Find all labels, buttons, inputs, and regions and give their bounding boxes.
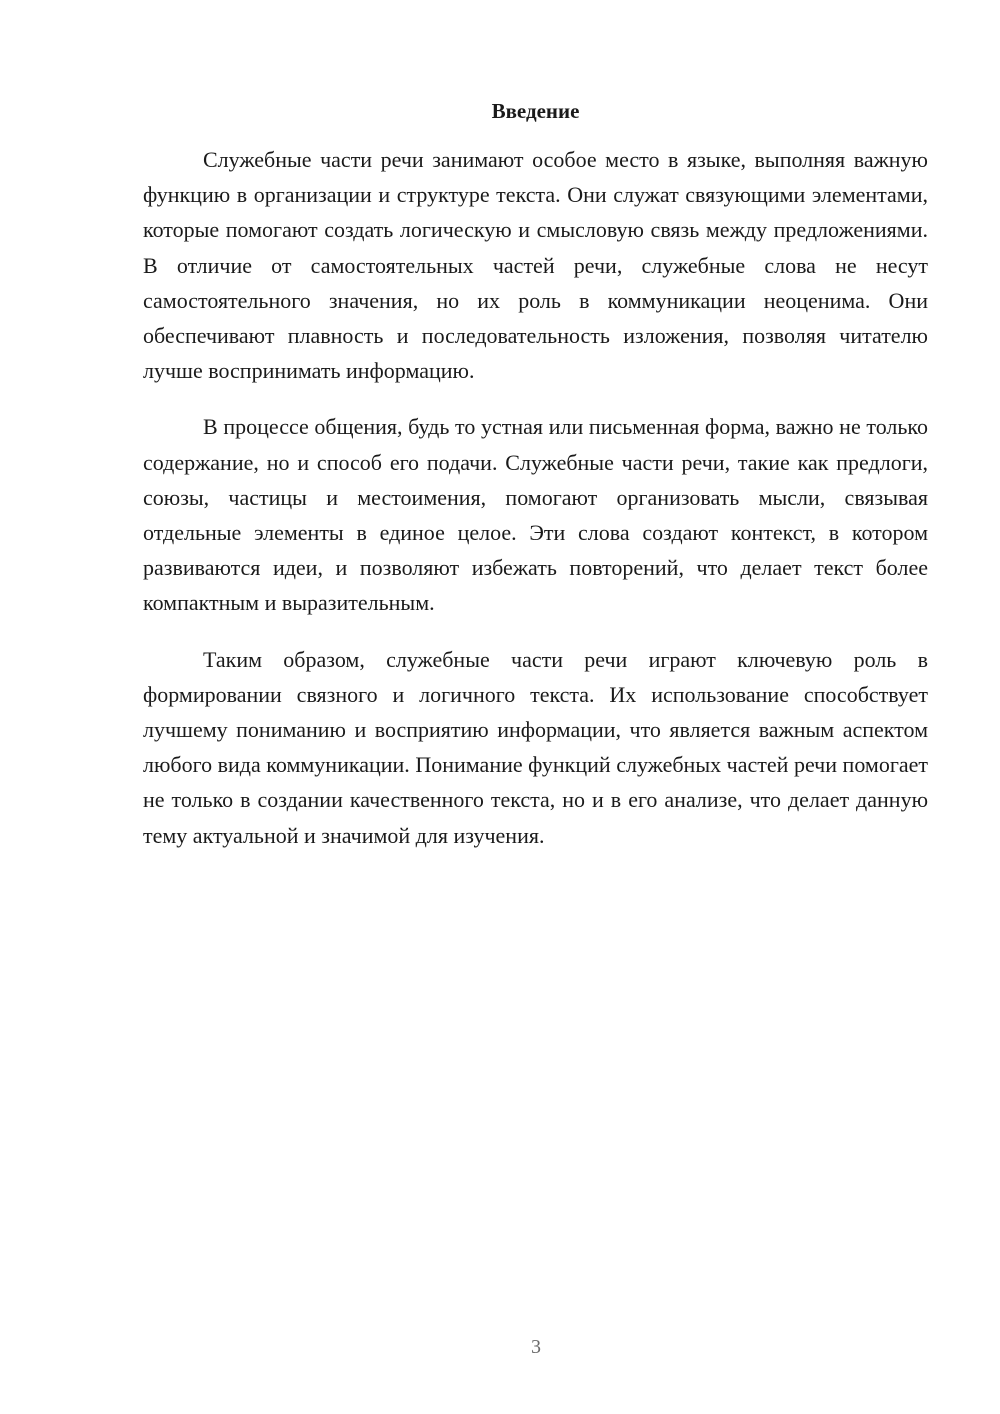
- paragraph-2: В процессе общения, будь то устная или письменная форма, важно не только содержание, но и способ его подачи. Служебные части речи, такие как предлоги, союзы, частицы и местоимения, помогают организовать мысли, связывая отдельные элементы в единое целое. Эти слова создают контекст, в котором развиваются идеи, и позволяют избежать повторений, что делает текст более компактным и выразительным.: [143, 414, 928, 616]
- page-number: 3: [531, 1336, 541, 1358]
- document-body: [143, 142, 928, 874]
- page-title: Введение: [491, 99, 580, 123]
- paragraph-3: Таким образом, служебные части речи играют ключевую роль в формировании связного и логичного текста. Их использование способствует лучшему пониманию и восприятию информации, что является важным аспектом любого вида коммуникации. Понимание функций служебных частей речи помогает не только в создании качественного текста, но и в его анализе, что делает данную тему актуальной и значимой для изучения.: [143, 646, 928, 848]
- paragraph-1: Служебные части речи занимают особое место в языке, выполняя важную функцию в организации и структуре текста. Они служат связующими элементами, которые помогают создать логическую и смысловую связь между предложениями. В отличие от самостоятельных частей речи, служебные слова не несут самостоятельного значения, но их роль в коммуникации неоценима. Они обеспечивают плавность и последовательность изложения, позволяя читателю лучше воспринимать информацию.: [143, 147, 928, 384]
